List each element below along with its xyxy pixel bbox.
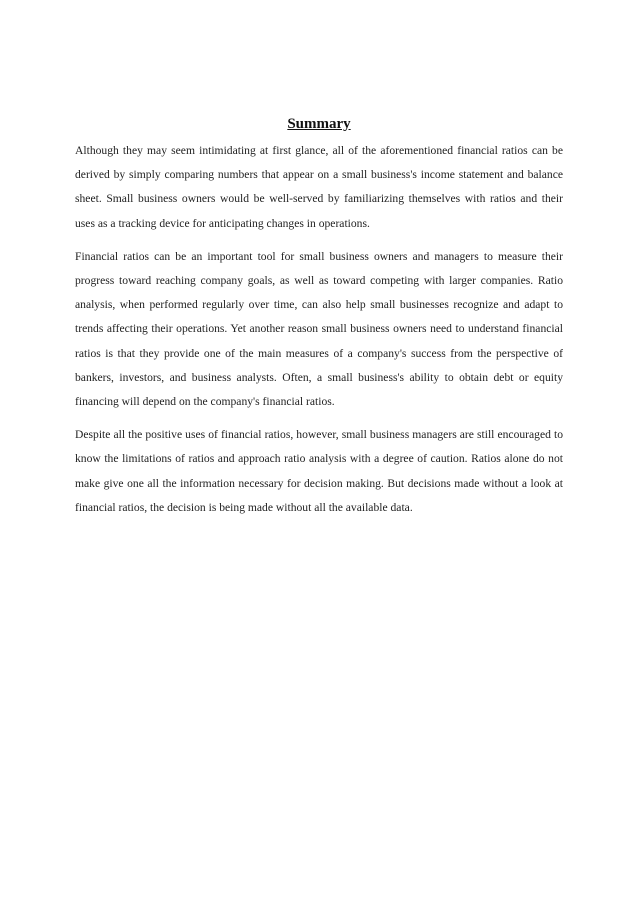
paragraph-1: Although they may seem intimidating at first glance, all of the aforementioned financial ratios can be derived by simply comparing numbers that appear on a small business's income statement and balance sheet. Small business owners would be well-served by familiarizing themselves with ratios and their uses as a tracking device for anticipating changes in operations. — [75, 144, 563, 230]
paragraph-3: Despite all the positive uses of financial ratios, however, small business managers are still encouraged to know the limitations of ratios and approach ratio analysis with a degree of caution. Ratios alone do not make give one all the information necessary for decision making. But decisions made without a look at financial ratios, the decision is being made without all the available data. — [75, 428, 563, 514]
paragraph-2: Financial ratios can be an important tool for small business owners and managers to measure their progress toward reaching company goals, as well as toward competing with larger companies. Ratio analysis, when performed regularly over time, can also help small businesses recognize and adapt to trends affecting their operations. Yet another reason small business owners need to understand financial ratios is that they provide one of the main measures of a company's success from the perspective of bankers, investors, and business analysts. Often, a small business's ability to obtain debt or equity financing will depend on the company's financial ratios. — [75, 249, 563, 409]
page-title: Summary — [287, 116, 351, 132]
document-body — [75, 113, 563, 529]
